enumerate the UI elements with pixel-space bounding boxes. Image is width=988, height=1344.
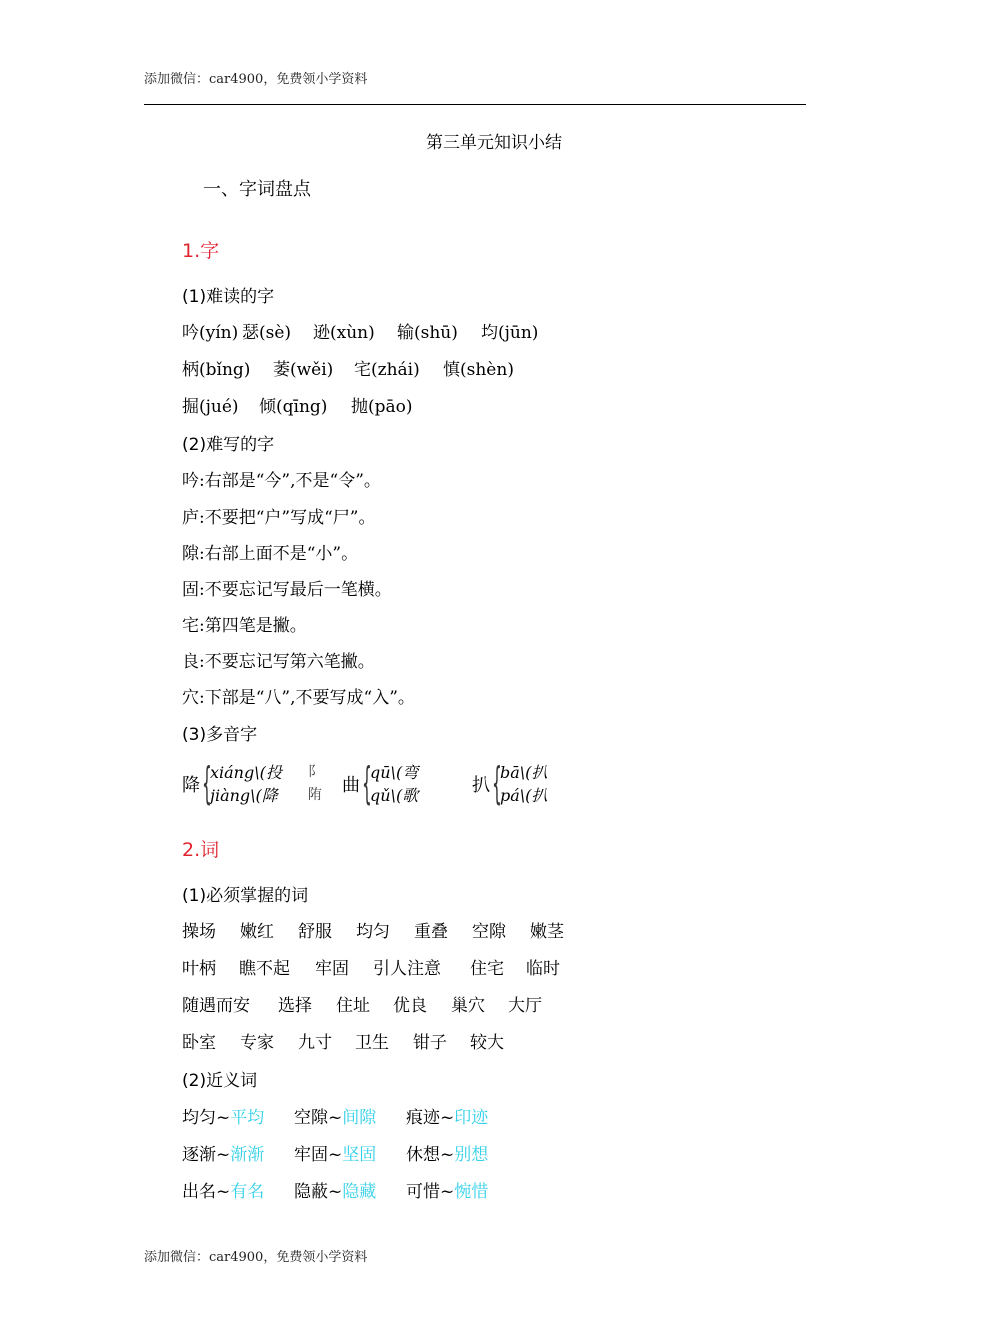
polyphonic-group [472, 760, 547, 808]
word: 牢固 [315, 959, 349, 979]
reading: qū\(弯 [370, 763, 419, 782]
word: 舒服 [298, 922, 332, 942]
hard-write-item: 固:不要忘记写最后一笔横。 [182, 580, 392, 600]
word: 专家 [240, 1033, 274, 1053]
word-row [182, 920, 564, 944]
char-reading: 萎(wěi) [273, 360, 334, 380]
header-note: 添加微信：car4900，免费领小学资料 [144, 72, 368, 87]
word: 大厅 [508, 996, 542, 1016]
word: 住宅 [470, 959, 504, 979]
word: 均匀 [356, 922, 390, 942]
reading: bā\(扒 [500, 763, 548, 782]
word: 卫生 [355, 1033, 389, 1053]
brace-icon: { [202, 758, 212, 809]
synonym-word: 休想~ [406, 1145, 455, 1165]
synonym-word: 牢固~ [294, 1145, 343, 1165]
word: 嫩红 [240, 922, 274, 942]
word: 卧室 [182, 1033, 216, 1053]
polyphonic-group [182, 758, 322, 809]
section-heading: 一、字词盘点 [203, 179, 311, 200]
hard-write-item: 宅:第四笔是撇。 [182, 616, 307, 636]
word: 嫩茎 [530, 922, 564, 942]
word: 选择 [278, 996, 312, 1016]
char-reading: 柄(bǐng) [182, 360, 251, 380]
char-reading: 倾(qīng) [259, 397, 328, 417]
synonym-row [182, 1143, 488, 1167]
hard-write-item: 隙:右部上面不是“小”。 [182, 544, 359, 564]
synonym-word: 可惜~ [406, 1182, 455, 1202]
hard-write-item: 吟:右部是“今”,不是“令”。 [182, 471, 381, 491]
char-reading: 均(jūn) [481, 323, 539, 343]
hard-read-label: (1)难读的字 [182, 287, 275, 307]
word-row [182, 957, 560, 981]
reading-cut: 陏 [307, 787, 322, 803]
polyphonic-label: (3)多音字 [182, 725, 258, 745]
word: 优良 [393, 996, 427, 1016]
polyphonic-group [342, 760, 418, 808]
char-reading: 瑟(sè) [242, 323, 292, 343]
char-reading: 慎(shèn) [443, 360, 514, 380]
synonym-match: 渐渐 [230, 1145, 265, 1165]
word: 重叠 [414, 922, 448, 942]
hard-write-label: (2)难写的字 [182, 435, 275, 455]
reading: qǔ\(歌 [370, 786, 419, 805]
word: 操场 [182, 922, 216, 942]
part2-heading: 2.词 [182, 839, 220, 861]
synonym-match: 印迹 [454, 1108, 489, 1128]
char-reading: 逊(xùn) [313, 323, 375, 343]
hard-read-row [182, 395, 413, 419]
synonym-row [182, 1106, 488, 1130]
synonyms-label: (2)近义词 [182, 1071, 258, 1091]
brace-icon: { [362, 758, 372, 809]
synonym-match: 间隙 [342, 1108, 377, 1128]
word: 临时 [526, 959, 560, 979]
hard-read-row [182, 358, 514, 382]
word-row [182, 994, 542, 1018]
char-reading: 吟(yín) [182, 323, 239, 343]
reading-cut: 阝 [307, 764, 322, 780]
synonym-word: 出名~ [182, 1182, 231, 1202]
word: 较大 [470, 1033, 504, 1053]
char-reading: 输(shū) [397, 323, 458, 343]
word: 瞧不起 [239, 959, 290, 979]
char-reading: 抛(pāo) [351, 397, 413, 417]
reading: pá\(扒 [500, 786, 548, 805]
page-title: 第三单元知识小结 [426, 133, 562, 153]
word: 随遇而安 [182, 996, 250, 1016]
synonym-match: 别想 [454, 1145, 489, 1165]
polyphonic-char: 曲 [342, 775, 360, 796]
synonym-word: 痕迹~ [406, 1108, 455, 1128]
synonym-match: 有名 [230, 1182, 265, 1202]
polyphonic-groups [182, 760, 782, 808]
word: 九寸 [298, 1033, 332, 1053]
reading: xiáng\(投 [210, 763, 282, 782]
word: 住址 [336, 996, 370, 1016]
synonym-word: 逐渐~ [182, 1145, 231, 1165]
word: 叶柄 [182, 959, 216, 979]
word: 巢穴 [451, 996, 485, 1016]
synonym-match: 坚固 [342, 1145, 377, 1165]
word: 引人注意 [373, 959, 441, 979]
hard-write-item: 庐:不要把“户”写成“尸”。 [182, 508, 376, 528]
polyphonic-char: 降 [182, 775, 200, 796]
synonym-word: 隐蔽~ [294, 1182, 343, 1202]
header-rule [144, 104, 806, 105]
synonym-match: 惋惜 [454, 1182, 489, 1202]
synonym-match: 平均 [230, 1108, 265, 1128]
word-row [182, 1031, 504, 1055]
word: 空隙 [472, 922, 506, 942]
brace-icon: { [492, 758, 502, 809]
synonym-word: 均匀~ [182, 1108, 231, 1128]
hard-write-item: 良:不要忘记写第六笔撇。 [182, 652, 375, 672]
synonym-row [182, 1180, 488, 1204]
reading: jiàng\(降 [210, 786, 278, 805]
synonym-match: 隐藏 [342, 1182, 377, 1202]
word: 钳子 [413, 1033, 447, 1053]
hard-read-row [182, 321, 538, 345]
must-know-label: (1)必须掌握的词 [182, 886, 309, 906]
char-reading: 掘(jué) [182, 397, 239, 417]
part1-heading: 1.字 [182, 240, 220, 262]
polyphonic-char: 扒 [472, 775, 490, 796]
hard-write-item: 穴:下部是“八”,不要写成“入”。 [182, 688, 415, 708]
footer-note: 添加微信：car4900，免费领小学资料 [144, 1250, 368, 1265]
synonym-word: 空隙~ [294, 1108, 343, 1128]
char-reading: 宅(zhái) [354, 360, 420, 380]
